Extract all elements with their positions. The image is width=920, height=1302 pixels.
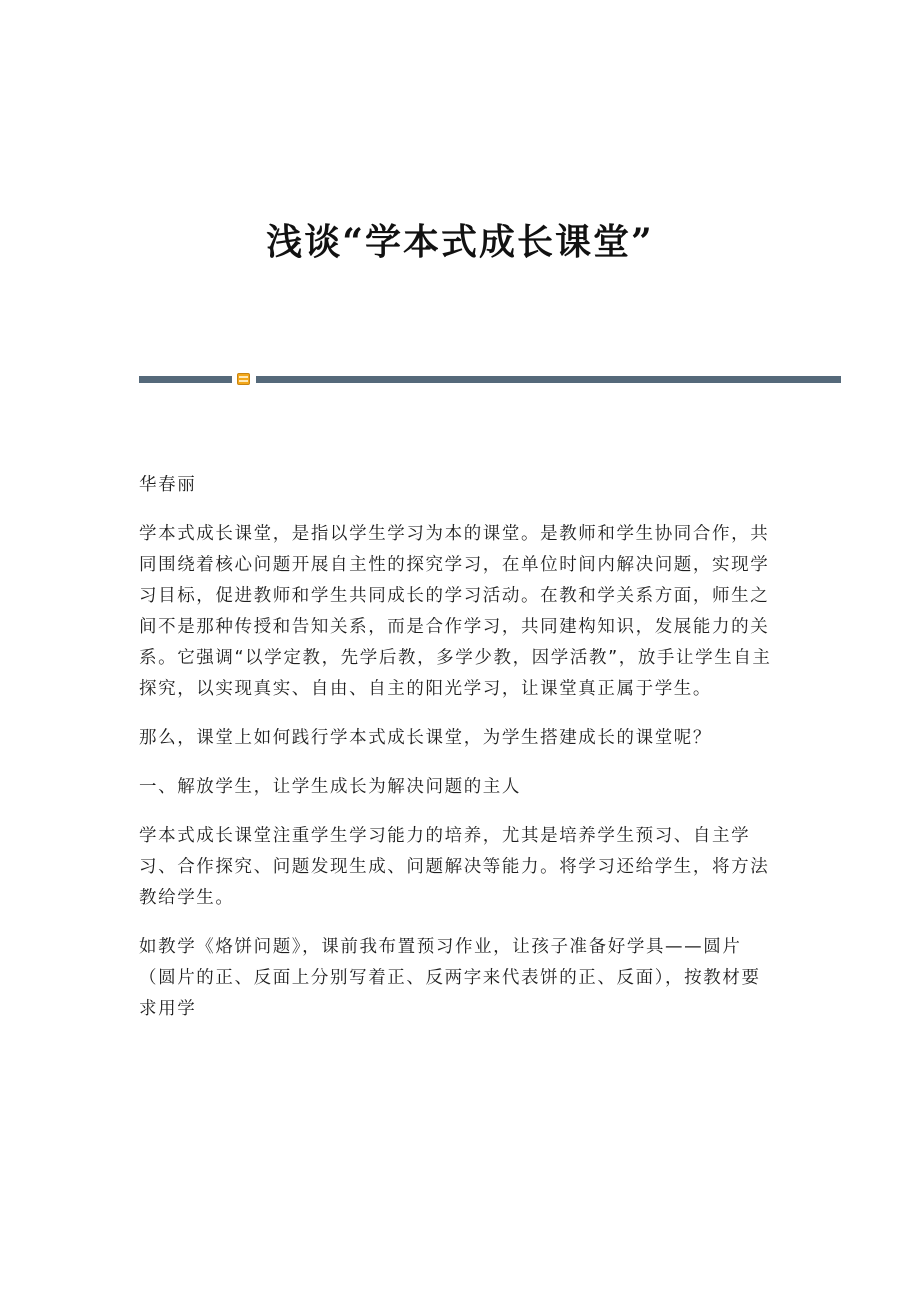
divider-bar-right [256,376,841,383]
author-name: 华春丽 [139,475,197,495]
section-heading-1: 一、解放学生，让学生成长为解决问题的主人 [139,777,521,797]
divider-ornament-icon [237,373,250,385]
document-body [139,470,779,1043]
paragraph-intro: 学本式成长课堂，是指以学生学习为本的课堂。是教师和学生协同合作，共同围绕着核心问题开展自主性的探究学习，在单位时间内解决问题，实现学习目标，促进教师和学生共同成长的学习活动。在教和学关系方面，师生之间不是那种传授和告知关系，而是合作学习，共同建构知识，发展能力的关系。它强调“以学定教，先学后教，多学少教，因学活教”，放手让学生自主探究，以实现真实、自由、自主的阳光学习，让课堂真正属于学生。 [139,524,772,699]
divider-bar-left [139,376,232,383]
paragraph-ability: 学本式成长课堂注重学生学习能力的培养，尤其是培养学生预习、自主学习、合作探究、问题发现生成、问题解决等能力。将学习还给学生，将方法教给学生。 [139,826,770,908]
paragraph-question: 那么，课堂上如何践行学本式成长课堂，为学生搭建成长的课堂呢？ [139,728,712,748]
title-divider [139,373,841,385]
document-title: 浅谈“学本式成长课堂” [266,221,654,263]
paragraph-example: 如教学《烙饼问题》，课前我布置预习作业，让孩子准备好学具——圆片（圆片的正、反面上分别写着正、反两字来代表饼的正、反面），按教材要求用学 [139,937,761,1019]
